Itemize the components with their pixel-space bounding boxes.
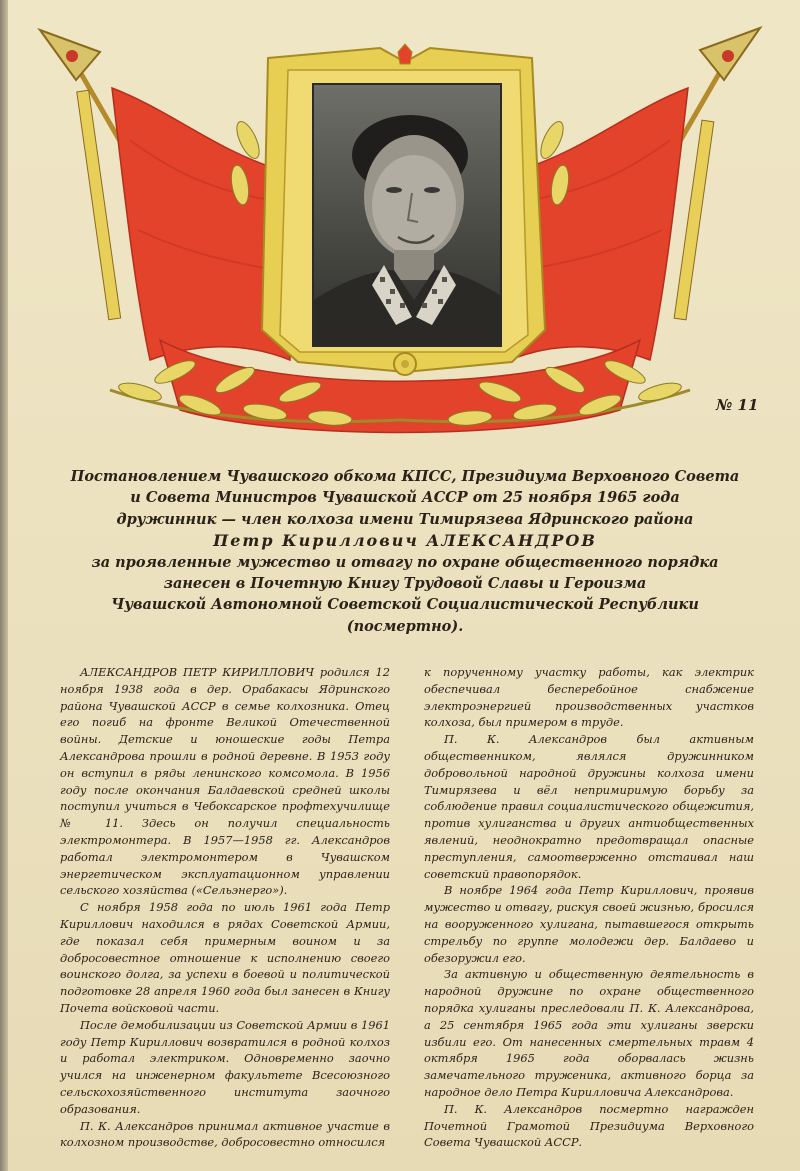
biography-paragraph: С ноября 1958 года по июль 1961 года Петр Кириллович находился в рядах Советской Армии, где показал себя примерным воином и за добросовестное отношение к исполнению своего воинского долга, за успехи в боевой и политической подготовке 28 апреля 1960 года был занесен в Книгу Почета войсковой части. [60, 900, 390, 1015]
biography-paragraph: В ноябре 1964 года Петр Кириллович, проявив мужество и отвагу, рискуя своей жизнью, бросился на вооруженного хулигана, пытавшегося открыть стрельбу по группе молодежи дер. Балдаево и обезоружил его. [424, 883, 754, 965]
heading-line: занесен в Почетную Книгу Трудовой Славы и Героизма [163, 575, 647, 593]
biography-paragraph: АЛЕКСАНДРОВ ПЕТР КИРИЛЛОВИЧ родился 12 ноября 1938 года в дер. Орабакасы Ядринского района Чувашской АССР в семье колхозника. Отец его погиб на фронте Великой Отечественной войны. Детские и юношеские годы Петра Александрова прошли в родной деревне. В 1953 году он вступил в ряды ленинского комсомола. В 1956 году после окончания Балдаевской средней школы поступил учиться в Чебоксарское профтехучилище № 11. Здесь он получил специальность электромонтера. В 1957—1958 гг. Александров работал электромонтером в Чувашском энергетическом эксплуатационном управлении сельского хозяйства («Сельэнерго»). [60, 665, 390, 898]
biography-paragraph: После демобилизации из Советской Армии в 1961 году Петр Кириллович возвратился в родной колхоз и работал электриком. Одновременно заочно учился на инженерном факультете Всесоюзного сельскохозяйственного института заочного образования. [60, 1017, 390, 1116]
biography-paragraph: За активную и общественную деятельность в народной дружине по охране общественного порядка хулиганы преследовали П. К. Александрова, а 25 сентября 1965 года эти хулиганы зверски избили его. От нанесенных смертельных травм 4 октября 1965 года оборвалась жизнь замечательного труженика, активного борца за народное дело Петра Кирилловича Александрова. [424, 967, 754, 1099]
decree-heading [60, 466, 750, 637]
biography-right-column [424, 664, 754, 1151]
portrait-photo [312, 83, 502, 347]
heading-line: (посмертно). [346, 617, 464, 635]
heading-line: за проявленные мужество и отвагу по охране общественного порядка [91, 553, 719, 571]
entry-number: № 11 [716, 396, 759, 414]
honoree-name: Петр Кириллович АЛЕКСАНДРОВ [213, 531, 597, 551]
biography-paragraph: П. К. Александров был активным общественником, являлся дружинником добровольной народной дружины колхоза имени Тимирязева и вёл непримиримую борьбу за соблюдение правил социалистического общежития, против хулиганства и других антиобщественных явлений, неоднократно предотвращал опасные преступления, самоотверженно отстаивал наш советский правопорядок. [424, 732, 754, 881]
heading-line: Постановлением Чувашского обкома КПСС, Президиума Верховного Совета [70, 468, 740, 485]
biography-paragraph: П. К. Александров посмертно награжден Почетной Грамотой Президиума Верховного Совета Чувашской АССР. [424, 1101, 754, 1150]
biography-paragraph: П. К. Александров принимал активное участие в колхозном производстве, добросовестно относился [60, 1118, 390, 1150]
biography-left-column [60, 664, 390, 1151]
biography-paragraph: к порученному участку работы, как электрик обеспечивал бесперебойное снабжение электроэнергией производственных участков колхоза, был примером в труде. [424, 665, 754, 730]
heading-line: Чувашской Автономной Советской Социалистической Республики [111, 596, 699, 614]
heading-line: и Совета Министров Чувашской АССР от 25 ноября 1965 года [130, 489, 680, 507]
heading-line: дружинник — член колхоза имени Тимирязева Ядринского района [116, 510, 694, 528]
